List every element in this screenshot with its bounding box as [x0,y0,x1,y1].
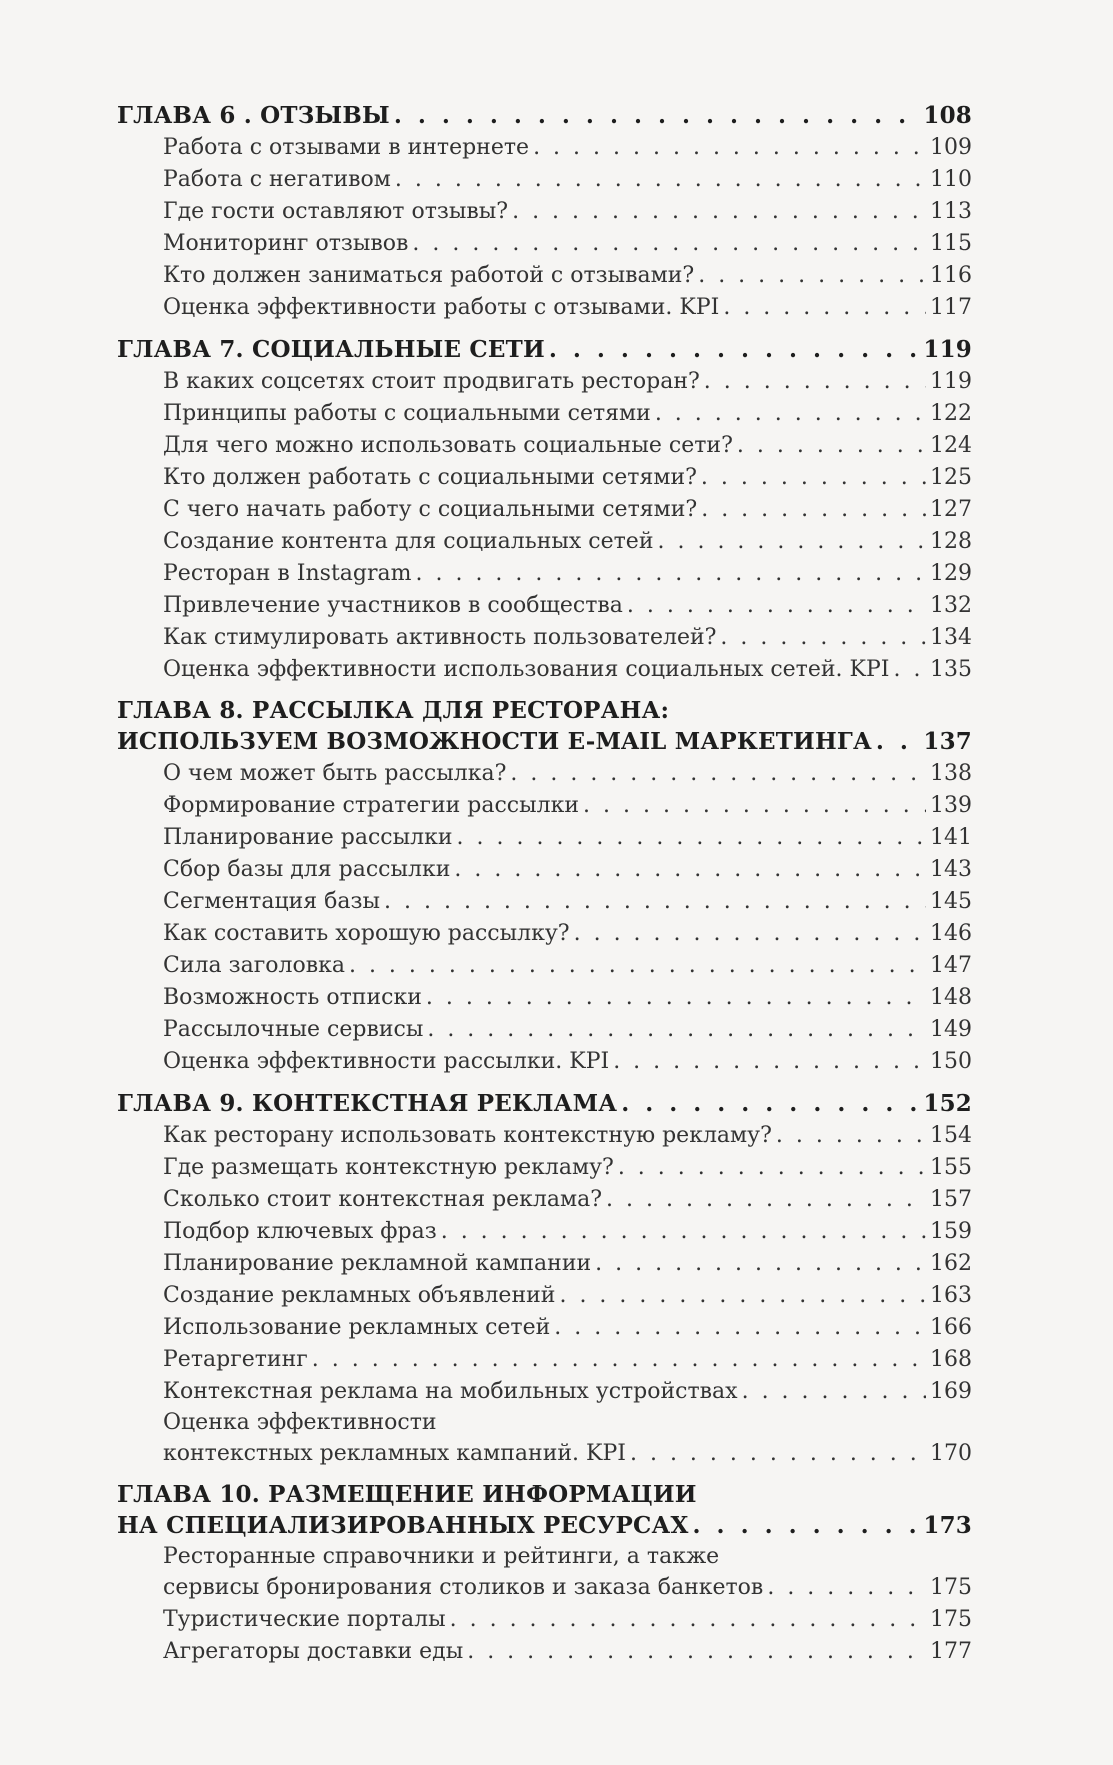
entry-title: Принципы работы с социальными сетями [163,401,651,426]
page-number: 166 [930,1315,972,1340]
page-number: 163 [930,1283,972,1308]
entry-title: Мониторинг отзывов [163,231,409,256]
page-number: 119 [923,336,972,363]
page-number: 170 [930,1441,972,1466]
leader-dots [394,100,920,132]
entry-title-line-2: сервисы бронирования столиков и заказа банкетов [163,1575,764,1600]
entry-title: Где гости оставляют отзывы? [163,199,509,224]
leader-dots [767,1572,926,1604]
entry-title: Агрегаторы доставки еды [163,1639,464,1664]
toc-entry[interactable] [117,462,972,494]
toc-entry[interactable] [117,1376,972,1408]
leader-dots [415,558,926,590]
chapter-10 [117,1480,972,1668]
page-number: 128 [930,529,972,554]
page-number: 152 [923,1090,972,1117]
leader-dots [457,822,926,854]
chapter-title-line-2: ИСПОЛЬЗУЕМ ВОЗМОЖНОСТИ E-MAIL МАРКЕТИНГА [117,728,872,755]
entry-title: Формирование стратегии рассылки [163,793,580,818]
page-number: 109 [930,135,972,160]
entry-title: Как стимулировать активность пользователей? [163,625,717,650]
leader-dots [618,1152,926,1184]
page-number: 148 [930,985,972,1010]
leader-dots [441,1216,926,1248]
toc-entry[interactable] [117,1184,972,1216]
leader-dots [704,366,926,398]
toc-entry[interactable] [117,822,972,854]
leader-dots [701,494,926,526]
entry-title: Планирование рассылки [163,825,453,850]
page-number: 175 [930,1575,972,1600]
page-number: 127 [930,497,972,522]
toc-entry[interactable] [117,590,972,622]
leader-dots [559,1280,926,1312]
page-number: 117 [930,295,972,320]
entry-title: Сила заголовка [163,953,345,978]
leader-dots [606,1184,926,1216]
leader-dots [384,886,926,918]
page-number: 157 [930,1187,972,1212]
page-number: 139 [930,793,972,818]
entry-title: Кто должен заниматься работой с отзывами? [163,263,695,288]
chapter-heading[interactable] [117,1510,972,1542]
toc-entry[interactable] [117,1280,972,1312]
leader-dots [621,1088,919,1120]
chapter-title: ГЛАВА 6 . ОТЗЫВЫ [117,102,390,129]
leader-dots [427,1014,926,1046]
page-number: 149 [930,1017,972,1042]
chapter-title-line-1: ГЛАВА 10. РАЗМЕЩЕНИЕ ИНФОРМАЦИИ [117,1481,697,1508]
entry-title: Рассылочные сервисы [163,1017,424,1042]
page-number: 110 [930,167,972,192]
leader-dots [554,1312,926,1344]
page-number: 132 [930,593,972,618]
entry-title: О чем может быть рассылка? [163,761,507,786]
entry-title: Как составить хорошую рассылку? [163,921,570,946]
toc-entry[interactable] [117,1572,972,1604]
entry-title: Работа с отзывами в интернете [163,135,530,160]
chapter-heading[interactable] [117,726,972,758]
toc-entry[interactable] [117,1014,972,1046]
toc-entry[interactable] [117,228,972,260]
page-number: 162 [930,1251,972,1276]
toc-entry[interactable] [117,494,972,526]
leader-dots [655,398,926,430]
leader-dots [412,228,926,260]
leader-dots [395,164,926,196]
entry-title: В каких соцсетях стоит продвигать ресторан? [163,369,700,394]
entry-title: Возможность отписки [163,985,422,1010]
toc-entry[interactable] [117,1248,972,1280]
toc-entry[interactable] [117,854,972,886]
page-number: 135 [930,657,972,682]
entry-title: Создание рекламных объявлений [163,1283,556,1308]
entry-title: Контекстная реклама на мобильных устройствах [163,1379,738,1404]
entry-title: Привлечение участников в сообщества [163,593,623,618]
entry-title: Как ресторану использовать контекстную рекламу? [163,1123,772,1148]
page-number: 108 [923,102,972,129]
page-number: 145 [930,889,972,914]
leader-dots [698,260,926,292]
entry-title: Планирование рекламной кампании [163,1251,592,1276]
entry-title-line-1: Ресторанные справочники и рейтинги, а также [163,1544,720,1569]
entry-title: С чего начать работу с социальными сетями? [163,497,698,522]
toc-entry[interactable] [117,1152,972,1184]
page-number: 147 [930,953,972,978]
page-number: 125 [930,465,972,490]
page-number: 150 [930,1049,972,1074]
leader-dots [595,1248,926,1280]
toc-entry[interactable] [117,1438,972,1470]
leader-dots [893,654,926,686]
entry-title: Кто должен работать с социальными сетями? [163,465,697,490]
toc-entry[interactable] [117,622,972,654]
toc-entry[interactable] [117,654,972,686]
entry-title: Подбор ключевых фраз [163,1219,437,1244]
page-number: 168 [930,1347,972,1372]
toc-entry[interactable] [117,790,972,822]
toc-entry[interactable] [117,886,972,918]
entry-title: Туристические порталы [163,1607,446,1632]
page-number: 129 [930,561,972,586]
chapter-heading[interactable] [117,100,972,132]
toc-entry[interactable] [117,982,972,1014]
entry-title: Работа с негативом [163,167,391,192]
toc-entry[interactable] [117,1636,972,1668]
leader-dots [742,1376,926,1408]
page-number: 137 [923,728,972,755]
page-number: 143 [930,857,972,882]
leader-dots [533,132,926,164]
entry-title: Где размещать контекстную рекламу? [163,1155,614,1180]
entry-title: Оценка эффективности использования социальных сетей. KPI [163,657,890,682]
leader-dots [454,854,926,886]
chapter-6 [117,100,972,324]
toc-entry[interactable] [117,366,972,398]
page-number: 155 [930,1155,972,1180]
entry-title: Ресторан в Instagram [163,561,412,586]
page-number: 175 [930,1607,972,1632]
toc-entry[interactable] [117,526,972,558]
toc-entry[interactable] [117,1344,972,1376]
page-number: 113 [930,199,972,224]
leader-dots [574,918,926,950]
page-number: 122 [930,401,972,426]
entry-title-line-1: Оценка эффективности [163,1410,437,1435]
entry-title: Сегментация базы [163,889,381,914]
page-number: 173 [923,1512,972,1539]
entry-title: Сколько стоит контекстная реклама? [163,1187,603,1212]
leader-dots [510,758,926,790]
toc-entry[interactable] [117,1120,972,1152]
toc-entry[interactable] [117,918,972,950]
leader-dots [701,462,926,494]
entry-title: Ретаргетинг [163,1347,308,1372]
leader-dots [657,526,926,558]
entry-title: Создание контента для социальных сетей [163,529,654,554]
entry-title: Оценка эффективности работы с отзывами. KPI [163,295,720,320]
page-number: 116 [930,263,972,288]
leader-dots [549,334,919,366]
leader-dots [723,292,926,324]
leader-dots [312,1344,926,1376]
leader-dots [776,1120,926,1152]
page-number: 141 [930,825,972,850]
leader-dots [627,590,926,622]
table-of-contents [117,100,972,1668]
toc-entry[interactable] [117,164,972,196]
leader-dots [720,622,926,654]
leader-dots [450,1604,926,1636]
toc-entry[interactable] [117,196,972,228]
entry-title: Оценка эффективности рассылки. KPI [163,1049,610,1074]
chapter-7 [117,334,972,686]
leader-dots [693,1510,920,1542]
chapter-title: ГЛАВА 7. СОЦИАЛЬНЫЕ СЕТИ [117,336,545,363]
leader-dots [630,1438,926,1470]
leader-dots [512,196,926,228]
chapter-title-line-2: НА СПЕЦИАЛИЗИРОВАННЫХ РЕСУРСАХ [117,1512,689,1539]
toc-entry[interactable] [117,260,972,292]
page-number: 177 [930,1639,972,1664]
entry-title: Сбор базы для рассылки [163,857,451,882]
toc-entry[interactable] [117,398,972,430]
toc-entry[interactable] [117,430,972,462]
toc-entry[interactable] [117,558,972,590]
page-number: 115 [930,231,972,256]
toc-entry[interactable] [117,950,972,982]
toc-entry[interactable] [117,758,972,790]
chapter-title-line-1: ГЛАВА 8. РАССЫЛКА ДЛЯ РЕСТОРАНА: [117,697,670,724]
page-number: 154 [930,1123,972,1148]
entry-title-line-2: контекстных рекламных кампаний. KPI [163,1441,626,1466]
toc-entry[interactable] [117,132,972,164]
chapter-9 [117,1088,972,1470]
page-number: 169 [930,1379,972,1404]
page-number: 146 [930,921,972,946]
page-number: 134 [930,625,972,650]
toc-entry[interactable] [117,1604,972,1636]
toc-entry[interactable] [117,1046,972,1078]
page-number: 138 [930,761,972,786]
leader-dots [349,950,926,982]
leader-dots [583,790,926,822]
chapter-heading[interactable] [117,334,972,366]
entry-title: Использование рекламных сетей [163,1315,551,1340]
leader-dots [467,1636,926,1668]
page-number: 119 [930,369,972,394]
leader-dots [426,982,926,1014]
chapter-heading[interactable] [117,1088,972,1120]
entry-title: Для чего можно использовать социальные сети? [163,433,733,458]
leader-dots [876,726,919,758]
page-number: 159 [930,1219,972,1244]
chapter-8 [117,696,972,1078]
leader-dots [613,1046,926,1078]
chapter-title: ГЛАВА 9. КОНТЕКСТНАЯ РЕКЛАМА [117,1090,618,1117]
toc-entry[interactable] [117,1216,972,1248]
leader-dots [737,430,926,462]
toc-entry[interactable] [117,1312,972,1344]
page-number: 124 [930,433,972,458]
toc-entry[interactable] [117,292,972,324]
